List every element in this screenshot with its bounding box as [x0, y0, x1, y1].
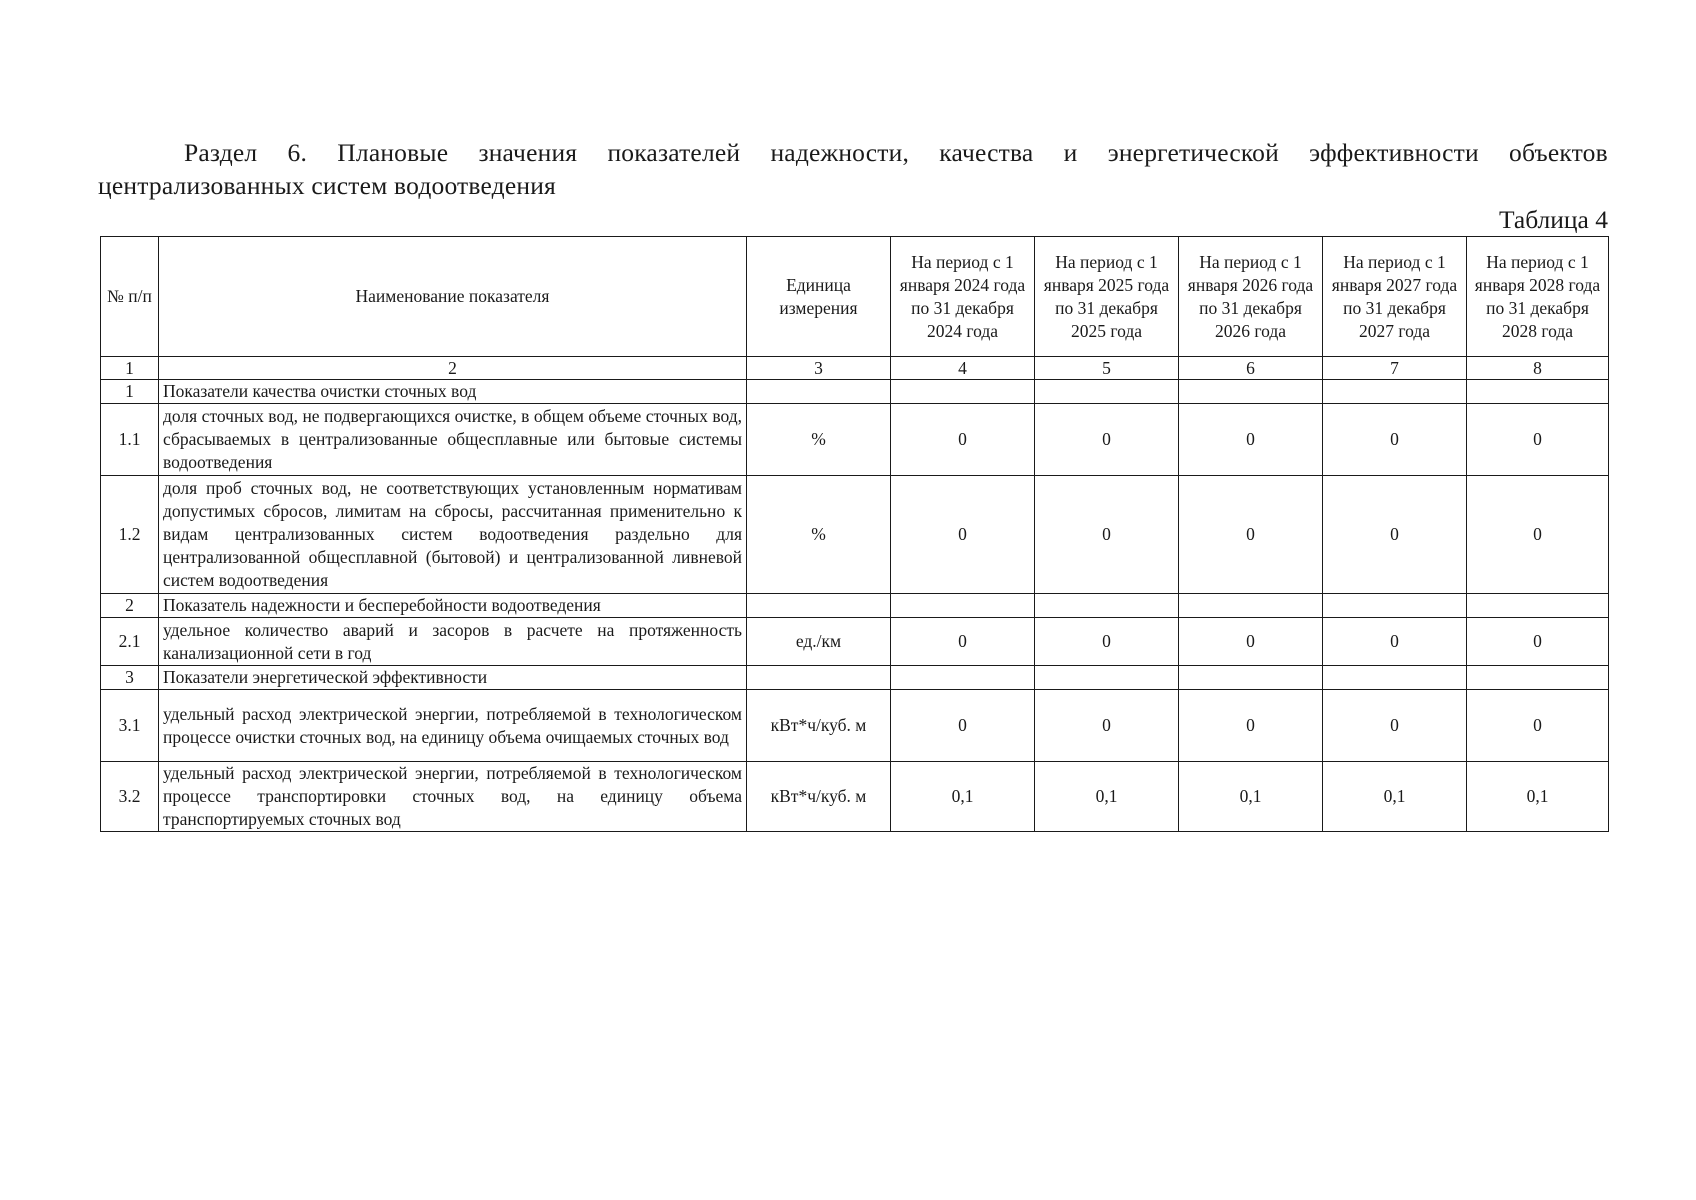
row-value	[1035, 594, 1179, 618]
section-heading-line1	[98, 136, 1608, 169]
row-value: 0,1	[1323, 762, 1467, 832]
row-value: 0	[891, 476, 1035, 594]
row-value: 0	[891, 404, 1035, 476]
row-num: 1.1	[101, 404, 159, 476]
row-name: Показатели энергетической эффективности	[159, 666, 747, 690]
table-row-section-1	[101, 380, 1609, 404]
row-unit: кВт*ч/куб. м	[747, 690, 891, 762]
heading-word: эффективности	[1309, 138, 1479, 167]
row-value	[1179, 594, 1323, 618]
row-unit: ед./км	[747, 618, 891, 666]
row-num: 2	[101, 594, 159, 618]
heading-word: показателей	[607, 138, 741, 167]
row-value	[1035, 380, 1179, 404]
column-number: 4	[891, 357, 1035, 380]
heading-word: и	[1063, 138, 1078, 167]
row-name: Показатели качества очистки сточных вод	[159, 380, 747, 404]
row-name: удельный расход электрической энергии, потребляемой в технологическом процессе транспортировки сточных вод, на единицу объема транспортируемых сточных вод	[159, 762, 747, 832]
row-value: 0	[1179, 618, 1323, 666]
row-name: удельный расход электрической энергии, потребляемой в технологическом процессе очистки сточных вод, на единицу объема очищаемых сточных вод	[159, 690, 747, 762]
row-value: 0	[1323, 476, 1467, 594]
row-value	[1467, 594, 1609, 618]
row-num: 1	[101, 380, 159, 404]
row-value: 0	[1179, 476, 1323, 594]
row-value: 0,1	[1467, 762, 1609, 832]
row-value	[1323, 594, 1467, 618]
row-num: 3	[101, 666, 159, 690]
row-num: 3.2	[101, 762, 159, 832]
row-unit	[747, 666, 891, 690]
row-value: 0,1	[891, 762, 1035, 832]
row-unit: кВт*ч/куб. м	[747, 762, 891, 832]
row-name: удельное количество аварий и засоров в расчете на протяженность канализационной сети в год	[159, 618, 747, 666]
table-row-section-2	[101, 594, 1609, 618]
row-name: доля проб сточных вод, не соответствующих установленным нормативам допустимых сбросов, лимитам на сбросы, рассчитанная применительно к видам централизованных систем водоотведения раздельно для централизованной общесплавной (бытовой) и централизованной ливневой систем водоотведения	[159, 476, 747, 594]
table-row-section-3	[101, 666, 1609, 690]
row-value: 0	[891, 618, 1035, 666]
row-value: 0	[1323, 690, 1467, 762]
row-value: 0,1	[1179, 762, 1323, 832]
table-row	[101, 618, 1609, 666]
row-name: доля сточных вод, не подвергающихся очистке, в общем объеме сточных вод, сбрасываемых в централизованные общесплавные или бытовые системы водоотведения	[159, 404, 747, 476]
header-period-2025: На период с 1 января 2025 года по 31 декабря 2025 года	[1035, 237, 1179, 357]
row-value: 0	[1035, 404, 1179, 476]
header-period-2024: На период с 1 января 2024 года по 31 декабря 2024 года	[891, 237, 1035, 357]
header-period-2028: На период с 1 января 2028 года по 31 декабря 2028 года	[1467, 237, 1609, 357]
heading-word: Раздел	[184, 138, 258, 167]
row-unit	[747, 594, 891, 618]
row-value: 0	[1467, 476, 1609, 594]
heading-word: надежности,	[770, 138, 910, 167]
section-heading-line2: централизованных систем водоотведения	[98, 171, 556, 200]
heading-word: 6.	[287, 138, 308, 167]
column-number-row	[101, 357, 1609, 380]
row-value: 0	[891, 690, 1035, 762]
row-value	[1467, 666, 1609, 690]
header-period-2026: На период с 1 января 2026 года по 31 декабря 2026 года	[1179, 237, 1323, 357]
indicators-table	[100, 236, 1609, 832]
heading-word: объектов	[1509, 138, 1608, 167]
row-num: 1.2	[101, 476, 159, 594]
table-row	[101, 404, 1609, 476]
row-num: 3.1	[101, 690, 159, 762]
column-number: 8	[1467, 357, 1609, 380]
row-unit: %	[747, 476, 891, 594]
row-value	[1323, 380, 1467, 404]
column-number: 3	[747, 357, 891, 380]
row-value	[891, 380, 1035, 404]
section-heading	[98, 136, 1608, 202]
row-value	[1179, 666, 1323, 690]
row-value: 0	[1467, 690, 1609, 762]
row-value: 0	[1179, 690, 1323, 762]
row-value: 0	[1035, 690, 1179, 762]
row-value: 0	[1035, 476, 1179, 594]
row-value: 0	[1179, 404, 1323, 476]
row-value	[891, 666, 1035, 690]
column-number: 6	[1179, 357, 1323, 380]
column-number: 1	[101, 357, 159, 380]
heading-word: значения	[478, 138, 578, 167]
row-num: 2.1	[101, 618, 159, 666]
table-row	[101, 690, 1609, 762]
column-number: 5	[1035, 357, 1179, 380]
heading-word: Плановые	[337, 138, 449, 167]
heading-word: качества	[939, 138, 1034, 167]
row-value: 0	[1467, 404, 1609, 476]
table-row	[101, 476, 1609, 594]
row-value: 0	[1323, 404, 1467, 476]
row-name: Показатель надежности и бесперебойности водоотведения	[159, 594, 747, 618]
table-row	[101, 762, 1609, 832]
row-value	[1467, 380, 1609, 404]
row-value	[1323, 666, 1467, 690]
row-value: 0	[1467, 618, 1609, 666]
row-unit	[747, 380, 891, 404]
row-value	[891, 594, 1035, 618]
header-period-2027: На период с 1 января 2027 года по 31 декабря 2027 года	[1323, 237, 1467, 357]
row-unit: %	[747, 404, 891, 476]
header-name: Наименование показателя	[159, 237, 747, 357]
row-value	[1179, 380, 1323, 404]
header-num: № п/п	[101, 237, 159, 357]
column-number: 7	[1323, 357, 1467, 380]
header-unit: Единица измерения	[747, 237, 891, 357]
table-header-row	[101, 237, 1609, 357]
row-value: 0	[1035, 618, 1179, 666]
table-label: Таблица 4	[1498, 205, 1608, 234]
row-value: 0	[1323, 618, 1467, 666]
column-number: 2	[159, 357, 747, 380]
heading-word: энергетической	[1107, 138, 1279, 167]
row-value: 0,1	[1035, 762, 1179, 832]
row-value	[1035, 666, 1179, 690]
